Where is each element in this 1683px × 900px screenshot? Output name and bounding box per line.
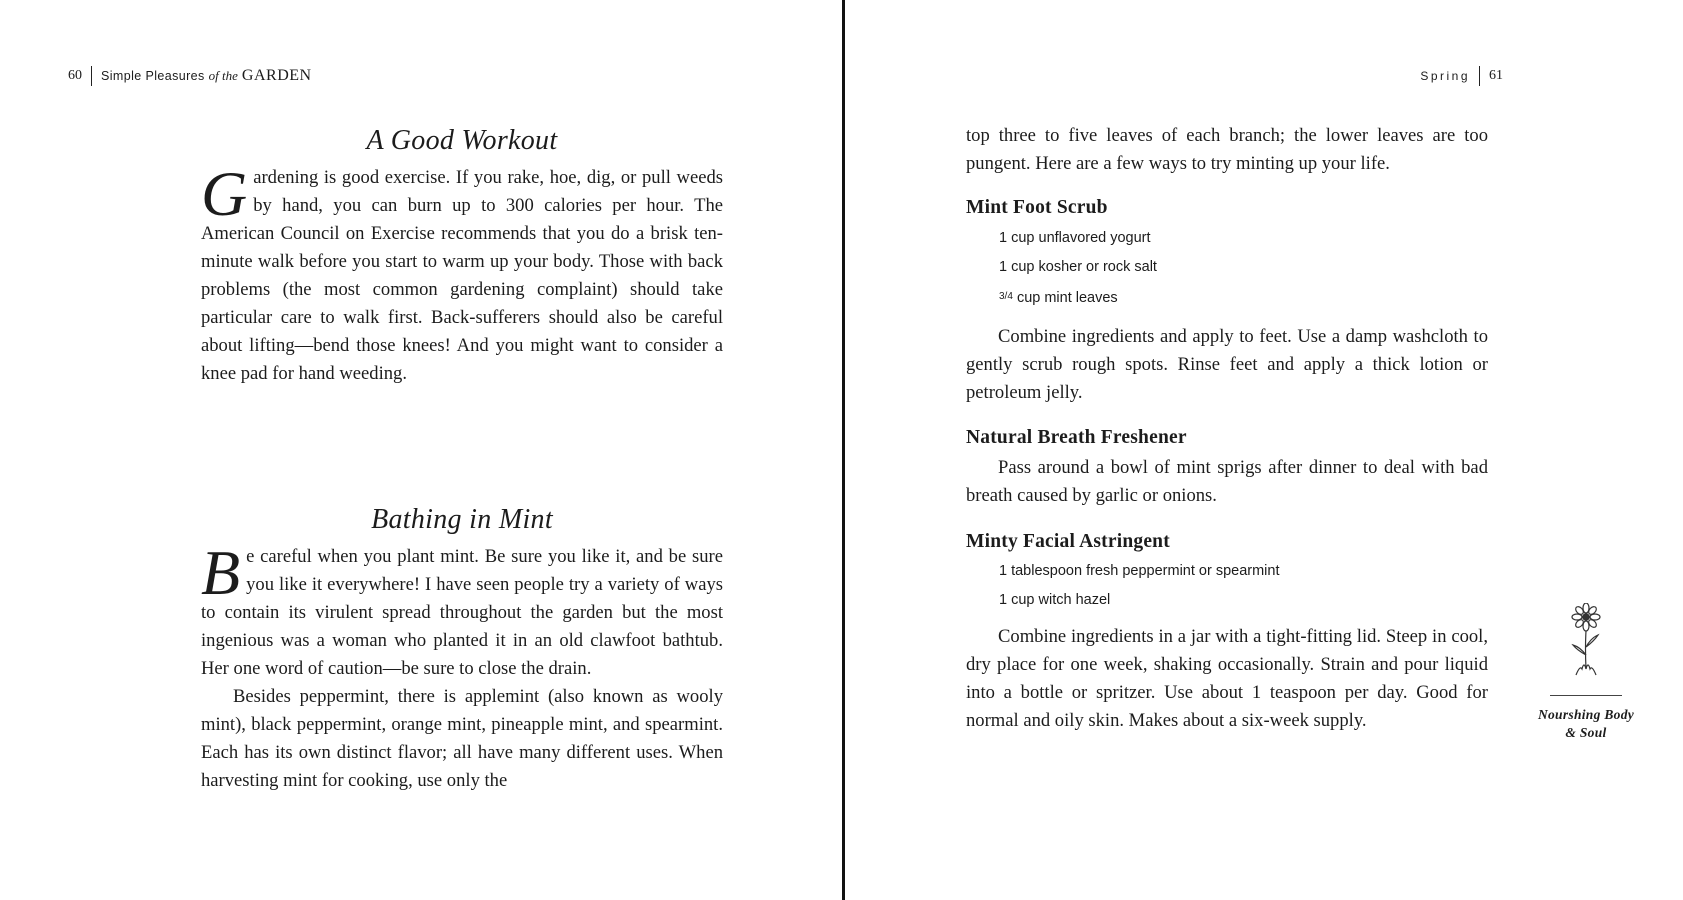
recipe-title-foot-scrub: Mint Foot Scrub [966, 197, 1108, 218]
continuation-paragraph: top three to five leaves of each branch; the lower leaves are too pungent. Here are a few ways to try minting up your life. [966, 125, 1488, 174]
workout-text: ardening is good exercise. If you rake, hoe, dig, or pull weeds by hand, you can burn up to 300 calories per hour. The American Council on Exercise recommends that you do a brisk ten-minute walk before you start to warm up your body. Those with back problems (the most common gardening complaint) should take particular care to walk first. Back-sufferers should also be careful about lifting—bend those knees! And you might want to consider a knee pad for hand weeding. [201, 167, 723, 384]
right-text-column [966, 122, 1488, 735]
mint-paragraph-1 [201, 537, 723, 683]
book-title-part3: GARDEN [241, 67, 312, 84]
foot-scrub-directions: Combine ingredients and apply to feet. Use a damp washcloth to gently scrub rough spots. Rinse feet and apply a thick lotion or petroleum jelly. [966, 326, 1488, 403]
fraction: 3/4 [999, 291, 1013, 302]
section-title-workout: A Good Workout [366, 125, 558, 156]
ingredient-item: 1 cup witch hazel [999, 592, 1111, 608]
section-title-mint: Bathing in Mint [371, 504, 553, 535]
recipe-title-breath-freshener: Natural Breath Freshener [966, 427, 1187, 448]
ingredient-item [999, 282, 1488, 313]
flower-icon [1564, 603, 1608, 679]
ingredient-item: 1 tablespoon fresh peppermint or spearmint [999, 563, 1280, 579]
book-gutter [842, 0, 845, 900]
sidebar-rule [1550, 695, 1622, 696]
ingredient-item: 1 cup kosher or rock salt [999, 259, 1157, 275]
recipe-title-astringent: Minty Facial Astringent [966, 531, 1170, 552]
astringent-directions: Combine ingredients in a jar with a tight-fitting lid. Steep in cool, dry place for one week, shaking occasionally. Strain and pour liquid into a bottle or spritzer. Use about 1 teaspoon per day. Good for normal and oily skin. Makes about a six-week supply. [966, 626, 1488, 731]
running-head-divider [91, 66, 92, 86]
dropcap-g: G [201, 158, 248, 229]
page-number-left: 60 [68, 68, 82, 83]
sidebar-emblem [1527, 603, 1645, 742]
ingredient-text: cup mint leaves [1016, 290, 1118, 306]
mint-paragraph-2: Besides peppermint, there is applemint (also known as wooly mint), black peppermint, orange mint, pineapple mint, and spearmint. Each has its own distinct flavor; all have many different uses. When harvesting mint for cooking, use only the [201, 686, 723, 791]
breath-directions: Pass around a bowl of mint sprigs after dinner to deal with bad breath caused by garlic or onions. [966, 457, 1488, 506]
ingredient-item: 1 cup unflavored yogurt [999, 230, 1151, 246]
workout-paragraph [201, 158, 723, 388]
mint-text-1: e careful when you plant mint. Be sure you like it, and be sure you like it everywhere! I have seen people try a variety of ways to contain its virulent spread throughout the garden but the most ingenious was a woman who planted it in an old clawfoot bathtub. Her one word of caution—be sure to close the drain. [201, 546, 723, 679]
sidebar-caption-line1: Nourshing Body [1537, 707, 1635, 722]
book-title-part1: Simple Pleasures [101, 69, 205, 83]
page-number-right: 61 [1489, 68, 1503, 83]
sidebar-caption [1527, 706, 1645, 742]
book-title-part2: of the [208, 68, 238, 83]
section-name: Spring [1420, 69, 1470, 83]
left-text-column [201, 122, 723, 795]
running-head-right [1420, 66, 1503, 86]
sidebar-caption-line2: & Soul [1565, 725, 1607, 740]
dropcap-b: B [201, 537, 241, 608]
running-head-divider [1479, 66, 1480, 86]
running-head-left [68, 66, 312, 86]
